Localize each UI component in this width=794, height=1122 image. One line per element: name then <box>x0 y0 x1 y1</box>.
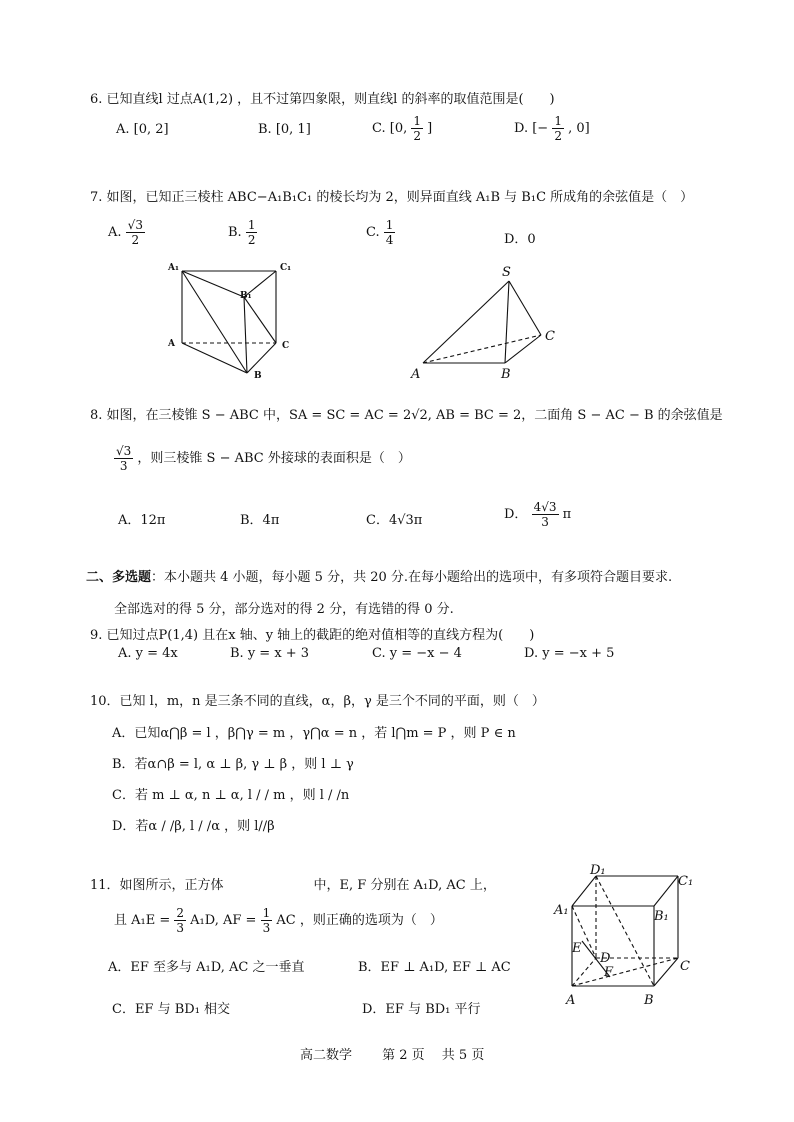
cube-label-c: C <box>680 959 690 974</box>
prism-label-a: A <box>168 339 175 349</box>
section2-label: 二、多选题 <box>86 570 152 585</box>
q9-option-d: D. y = −x + 5 <box>524 646 615 661</box>
q8-d-fraction: $\frac{4√3}{3}$ <box>533 500 557 529</box>
q11-option-a: A．EF 至多与 A₁D, AC 之一垂直 <box>108 960 305 975</box>
q8-stem-line2: $\frac{√3}{3}$ ，则三棱锥 S − ABC 外接球的表面积是（ ） <box>116 444 411 473</box>
q7-option-b: B. $\frac{1}{2}$ <box>228 218 256 247</box>
q6-c-pre: C. [0, <box>372 121 408 136</box>
q6-option-b: B. [0, 1] <box>258 122 311 137</box>
pyramid-figure <box>405 260 575 385</box>
q7-option-d: D．0 <box>504 232 536 247</box>
cube-label-b1: B₁ <box>654 909 669 924</box>
q11-frac1: $\frac{2}{3}$ <box>176 906 185 935</box>
cube-label-e: E <box>572 941 582 956</box>
q7-b-fraction: $\frac{1}{2}$ <box>247 218 256 247</box>
cube-label-a: A <box>566 993 576 1008</box>
q8-option-a: A．12π <box>118 513 166 528</box>
prism-label-b: B <box>254 371 262 381</box>
q11-stem-line2: 且 A₁E = $\frac{2}{3}$ A₁D, AF = $\frac{1}{3}$ AC ，则正确的选项为（ ） <box>114 906 443 935</box>
pyramid-label-a: A <box>411 367 421 382</box>
q10-option-b: B．若α∩β = l, α ⊥ β, γ ⊥ β ，则 l ⊥ γ <box>112 757 354 772</box>
q11-option-c: C．EF 与 BD₁ 相交 <box>112 1002 231 1017</box>
page-footer: 高二数学 第 2 页 共 5 页 <box>300 1048 485 1063</box>
q7-option-a: A. $\frac{√3}{2}$ <box>108 218 143 247</box>
q8-frac: $\frac{√3}{3}$ <box>116 444 132 473</box>
prism-label-c1: C₁ <box>280 263 292 273</box>
cube-label-c1: C₁ <box>678 874 694 889</box>
q6-d-post: , 0] <box>568 121 590 136</box>
pyramid-label-b: B <box>501 367 511 382</box>
q7-stem: 7. 如图，已知正三棱柱 ABC−A₁B₁C₁ 的棱长均为 2，则异面直线 A₁B 与 B₁C 所成角的余弦值是（ ） <box>90 190 694 205</box>
cube-label-b: B <box>644 993 654 1008</box>
q9-option-a: A. y = 4x <box>118 646 178 661</box>
section2-line2: 全部选对的得 5 分，部分选对的得 2 分，有选错的得 0 分. <box>114 602 454 617</box>
prism-figure <box>160 258 310 383</box>
q6-option-d <box>514 114 590 143</box>
q6-c-post: ] <box>427 121 433 136</box>
q6-c-fraction: $\frac{1}{2}$ <box>413 114 422 143</box>
q10-option-c: C．若 m ⊥ α, n ⊥ α, l / / m ，则 l / /n <box>112 788 350 803</box>
q8-stem-line1: 8. 如图，在三棱锥 S − ABC 中，SA = SC = AC = 2√2, AB = BC = 2，二面角 S − AC − B 的余弦值是 <box>90 408 723 423</box>
q6-option-c <box>372 114 432 143</box>
cube-label-f: F <box>604 965 614 980</box>
q7-a-fraction: $\frac{√3}{2}$ <box>127 218 143 247</box>
prism-label-a1: A₁ <box>168 263 179 273</box>
section2-line1: 二、多选题：本小题共 4 小题，每小题 5 分，共 20 分.在每小题给出的选项中，有多项符合题目要求. <box>86 570 673 585</box>
cube-label-d: D <box>600 951 611 966</box>
q6-stem: 6. 已知直线l 过点A(1,2) ，且不过第四象限，则直线l 的斜率的取值范围是( ) <box>90 92 555 107</box>
q9-option-b: B. y = x + 3 <box>230 646 310 661</box>
q10-option-a: A．已知α⋂β = l ，β⋂γ = m ，γ⋂α = n ，若 l⋂m = P ，则 P ∈ n <box>112 726 516 741</box>
prism-label-c: C <box>282 341 290 351</box>
q11-frac2: $\frac{1}{3}$ <box>262 906 271 935</box>
q6-d-pre: D. [− <box>514 121 549 136</box>
prism-label-b1: B₁ <box>240 291 252 301</box>
q11-option-d: D．EF 与 BD₁ 平行 <box>362 1002 481 1017</box>
q11-option-b: B．EF ⊥ A₁D, EF ⊥ AC <box>358 960 511 975</box>
q10-option-d: D．若α / /β, l / /α ，则 l//β <box>112 819 275 834</box>
pyramid-label-s: S <box>502 265 511 280</box>
q8-option-c: C．4√3π <box>366 513 423 528</box>
cube-figure <box>550 862 710 1014</box>
pyramid-label-c: C <box>545 329 555 344</box>
q7-option-c: C. $\frac{1}{4}$ <box>366 218 394 247</box>
q9-option-c: C. y = −x − 4 <box>372 646 462 661</box>
q8-option-b: B．4π <box>240 513 280 528</box>
cube-label-a1: A₁ <box>554 903 569 918</box>
q6-d-fraction: $\frac{1}{2}$ <box>554 114 562 143</box>
cube-label-d1: D₁ <box>590 863 606 878</box>
q9-stem: 9. 已知过点P(1,4) 且在x 轴、y 轴上的截距的绝对值相等的直线方程为( ) <box>90 628 535 643</box>
q7-c-fraction: $\frac{1}{4}$ <box>385 218 394 247</box>
q10-stem: 10．已知 l，m，n 是三条不同的直线，α，β，γ 是三个不同的平面，则（ ） <box>90 694 545 709</box>
q11-stem-line1: 11．如图所示，正方体 中，E, F 分别在 A₁D, AC 上， <box>90 878 496 893</box>
q6-option-a: A. [0, 2] <box>116 122 169 137</box>
q8-option-d: D． $\frac{4√3}{3}$ π <box>504 500 572 529</box>
